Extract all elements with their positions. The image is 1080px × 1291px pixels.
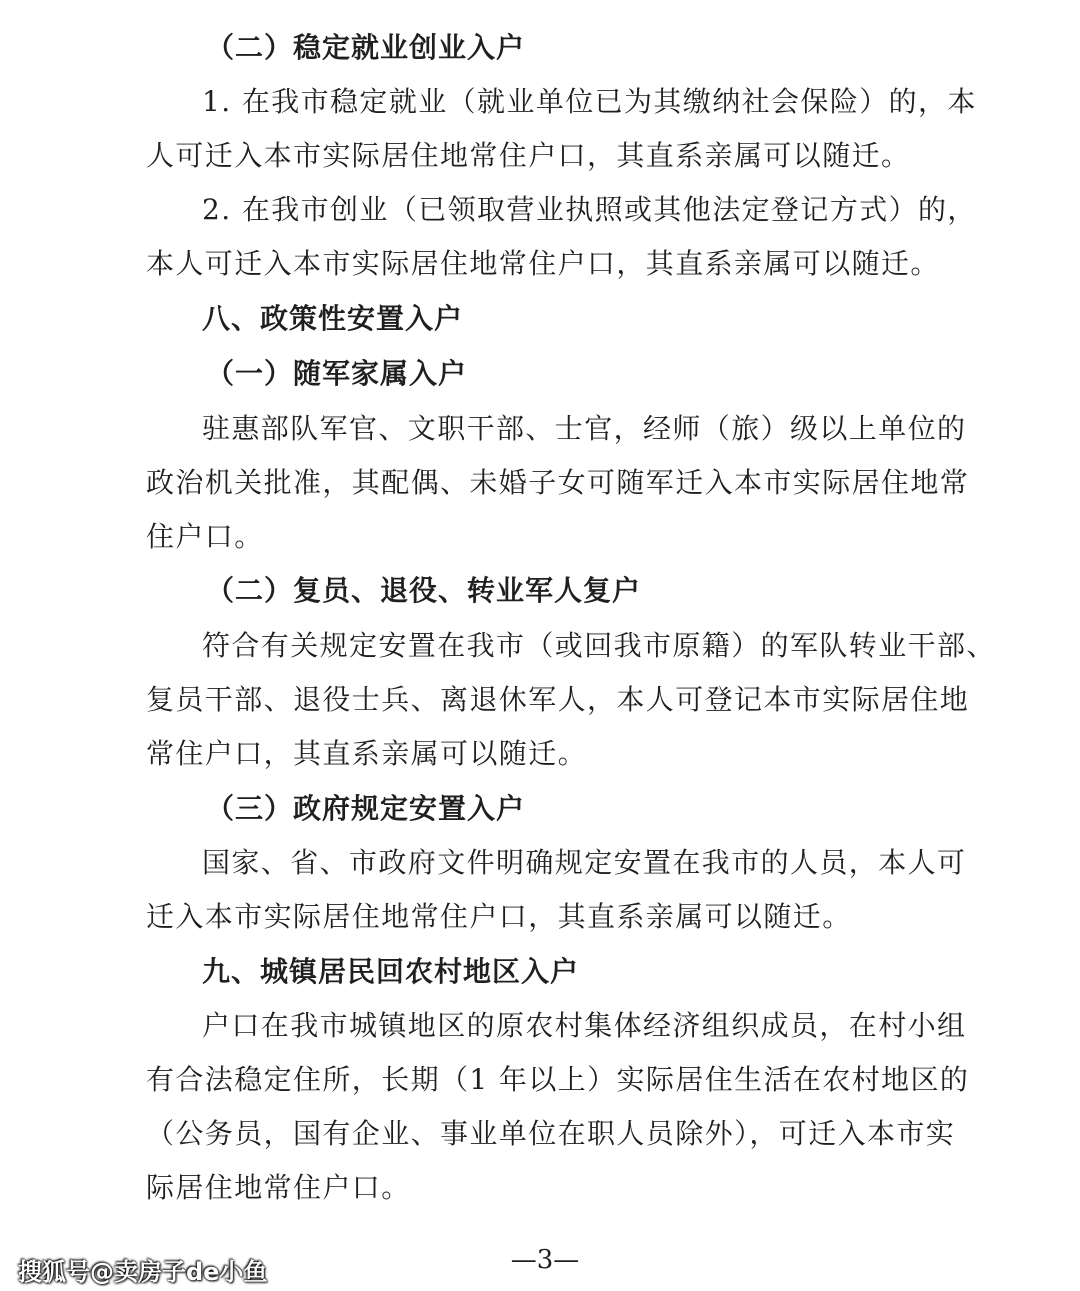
section-heading-policy-placement: 八、政策性安置入户 <box>202 302 464 335</box>
paragraph-line: 常住户口，其直系亲属可以随迁。 <box>146 737 588 770</box>
section-heading-stable-employment: （二）稳定就业创业入户 <box>206 31 526 64</box>
paragraph-line: 政治机关批准，其配偶、未婚子女可随军迁入本市实际居住地常 <box>146 466 970 499</box>
paragraph-line: 迁入本市实际居住地常住户口，其直系亲属可以随迁。 <box>146 900 852 933</box>
paragraph-line: 住户口。 <box>146 520 264 553</box>
paragraph-line: 国家、省、市政府文件明确规定安置在我市的人员，本人可 <box>202 846 967 879</box>
subsection-heading-military-family: （一）随军家属入户 <box>206 357 468 390</box>
subsection-heading-government-placement: （三）政府规定安置入户 <box>206 792 526 825</box>
paragraph-line: （公务员，国有企业、事业单位在职人员除外），可迁入本市实 <box>146 1117 956 1150</box>
paragraph-line: 符合有关规定安置在我市（或回我市原籍）的军队转业干部、 <box>202 629 996 662</box>
source-watermark: 搜狐号@卖房子de小鱼 <box>18 1258 268 1286</box>
paragraph-line: 有合法稳定住所，长期（1 年以上）实际居住生活在农村地区的 <box>146 1063 970 1096</box>
paragraph-line: 1. 在我市稳定就业（就业单位已为其缴纳社会保险）的，本 <box>202 85 977 118</box>
paragraph-line: 户口在我市城镇地区的原农村集体经济组织成员，在村小组 <box>202 1009 967 1042</box>
page-number: —3— <box>510 1245 580 1275</box>
paragraph-line: 本人可迁入本市实际居住地常住户口，其直系亲属可以随迁。 <box>146 247 940 280</box>
paragraph-line: 2. 在我市创业（已领取营业执照或其他法定登记方式）的， <box>202 193 977 226</box>
paragraph-line: 复员干部、退役士兵、离退休军人，本人可登记本市实际居住地 <box>146 683 970 716</box>
paragraph-line: 人可迁入本市实际居住地常住户口，其直系亲属可以随迁。 <box>146 139 911 172</box>
section-heading-urban-to-rural: 九、城镇居民回农村地区入户 <box>202 955 580 988</box>
paragraph-line: 驻惠部队军官、文职干部、士官，经师（旅）级以上单位的 <box>202 412 967 445</box>
subsection-heading-veterans: （二）复员、退役、转业军人复户 <box>206 574 642 607</box>
paragraph-line: 际居住地常住户口。 <box>146 1171 411 1204</box>
